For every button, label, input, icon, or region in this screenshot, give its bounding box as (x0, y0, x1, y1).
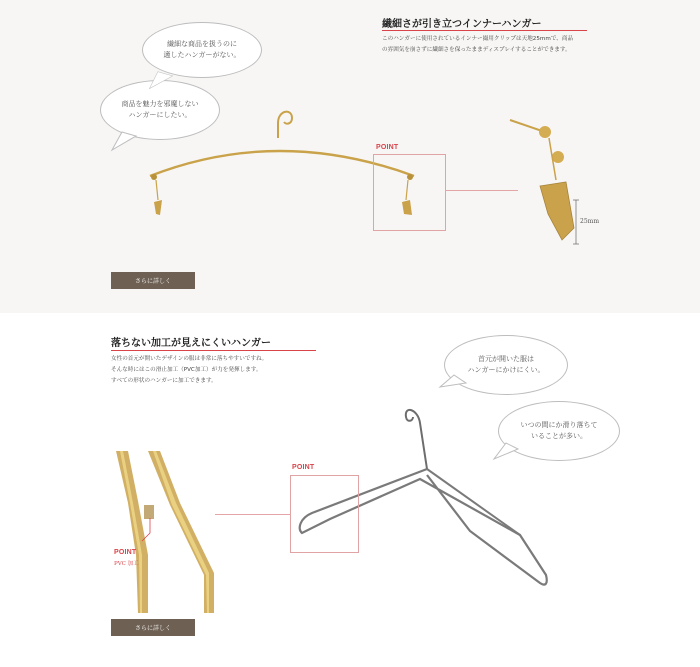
silver-hanger-right-arm (427, 469, 520, 535)
bubble-text: 商品を魅力を邪魔しない (121, 100, 199, 108)
bubble-text: 適したハンガーがない。 (163, 51, 241, 59)
point-connector-line (215, 514, 290, 515)
rod-right (148, 451, 214, 613)
hanger-hook (278, 112, 292, 138)
bubble-tail (112, 132, 136, 150)
left-clip (154, 200, 162, 215)
bubble-text: 繊細な商品を扱うのに (167, 40, 237, 48)
bubble-tail (494, 443, 518, 459)
bubble-text: ハンガーにしたい。 (128, 111, 192, 119)
pvc-coating-mark (144, 505, 154, 519)
left-clip-wire (156, 180, 158, 200)
description-line: 女性の首元が開いたデザインの服は非常に落ちやすいですね。 (111, 356, 268, 362)
silver-hanger-hook (406, 410, 427, 469)
description-line: このハンガーに使用されているインナー撮用クリップは天地25mmで、商品 (382, 36, 574, 42)
point-label: POINT (376, 144, 399, 151)
description-line: すべての形状のハンガーに加工できます。 (111, 378, 217, 384)
bubble-text: いつの間にか滑り落ちて (520, 421, 598, 429)
inner-hanger-section (0, 0, 700, 313)
bubble-text: ハンガーにかけにくい。 (467, 366, 545, 374)
point-highlight-box (373, 154, 446, 231)
rod-left (116, 451, 148, 613)
detail-knob-lower (552, 151, 564, 163)
bubble-text: いることが多い。 (531, 432, 587, 440)
bubble-text: 首元が開いた服は (478, 355, 534, 363)
section-heading: 繊細さが引き立つインナーハンガー (382, 19, 542, 30)
pvc-coating-label: PVC 加工 (114, 561, 139, 567)
detail-clip (540, 182, 574, 240)
section-heading: 落ちない加工が見えにくいハンガー (111, 338, 271, 349)
point-connector-line (445, 190, 518, 191)
detail-knob-upper (539, 126, 551, 138)
point-highlight-box (290, 475, 359, 553)
detail-point-label: POINT (114, 549, 137, 556)
non-slip-hanger-section (0, 313, 700, 667)
gold-inner-hanger-illustration (0, 0, 700, 313)
description-line: の雰囲気を崩さずに繊細さを保ったままディスプレイすることができます。 (382, 47, 571, 53)
description-line: そんな時にはこの滑止加工（PVC加工）が力を発揮します。 (111, 367, 262, 373)
more-details-button[interactable]: さらに詳しく (111, 272, 195, 289)
clip-size-label: 25mm (580, 218, 600, 225)
bubble-tail-cover (150, 72, 172, 88)
left-clip-knob (151, 174, 157, 180)
bubble-tail (440, 375, 466, 387)
point-label: POINT (292, 464, 315, 471)
more-details-button[interactable]: さらに詳しく (111, 619, 195, 636)
